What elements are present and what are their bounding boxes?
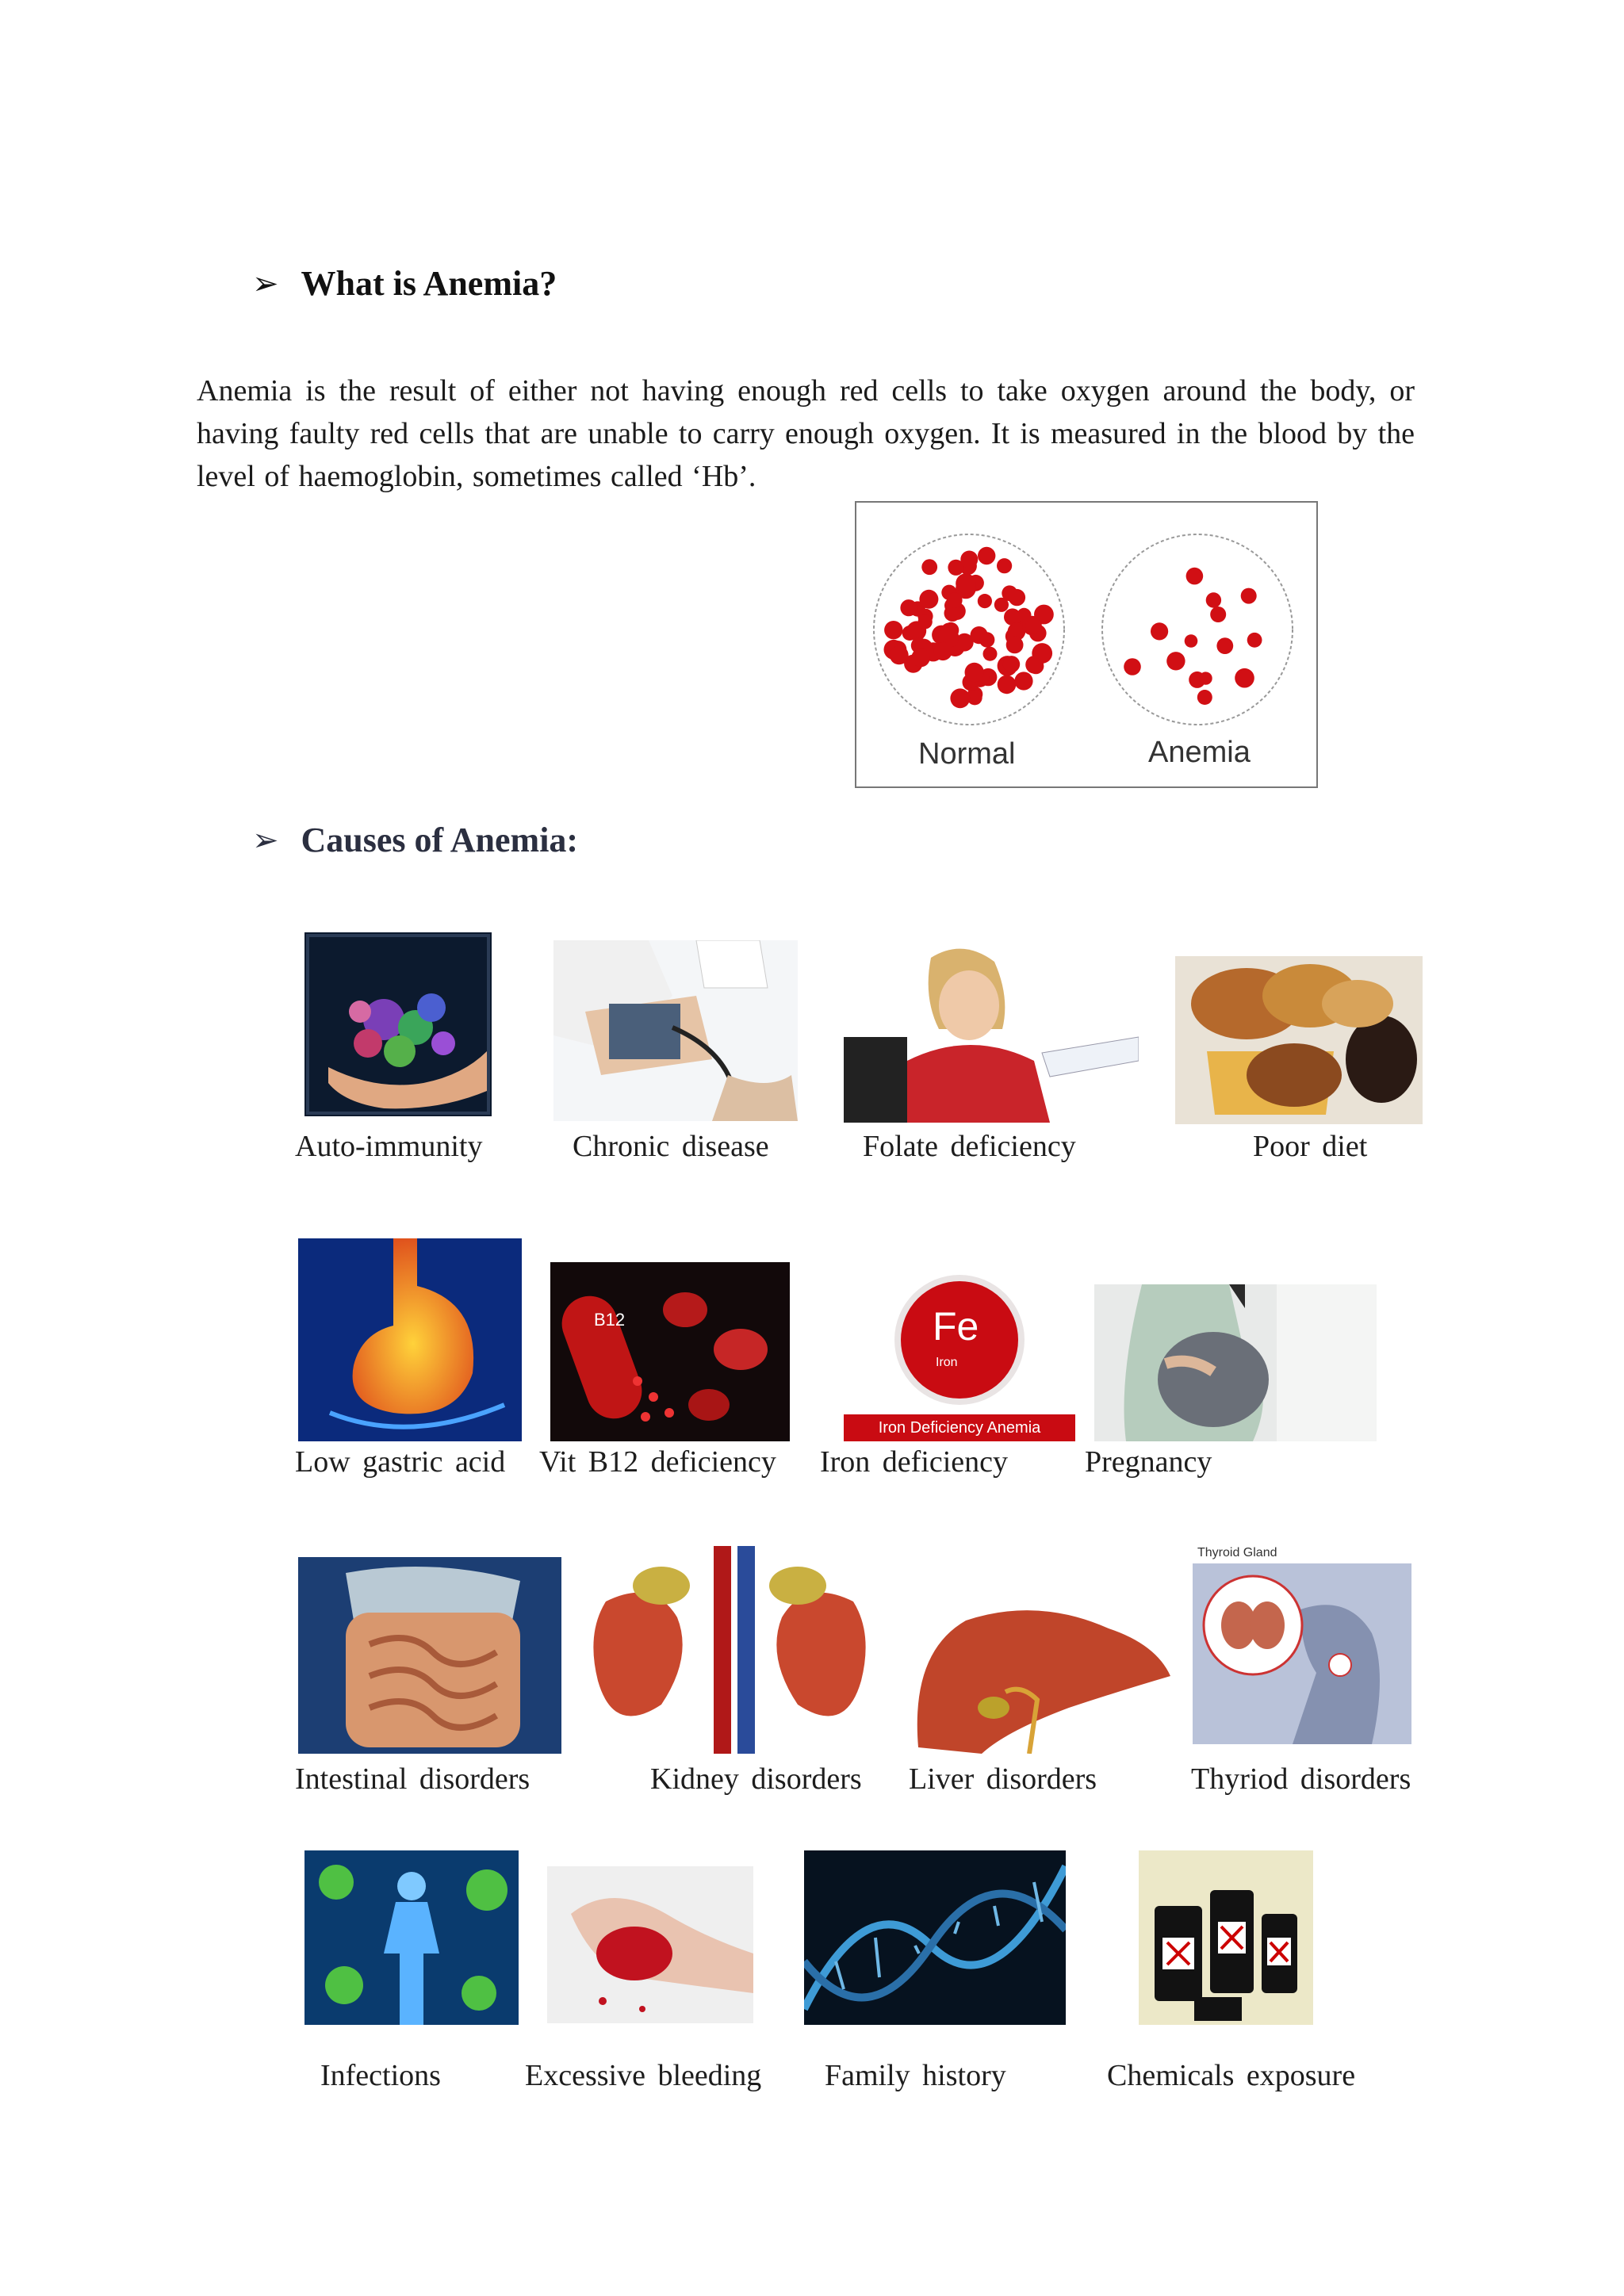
cause-caption: Liver disorders [909,1762,1097,1796]
cause-caption: Thyriod disorders [1191,1762,1411,1796]
cause-caption: Poor diet [1253,1130,1368,1163]
red-blood-cell [978,594,992,608]
cause-caption: Vit B12 deficiency [539,1445,776,1479]
red-blood-cell [983,647,998,661]
arrow-bullet-icon: ➢ [252,822,279,858]
dna-helix-image [804,1850,1066,2025]
pregnant-woman-image [1094,1284,1377,1441]
fast-food-image [1175,956,1423,1124]
arrow-bullet-icon: ➢ [252,266,279,301]
cause-caption: Low gastric acid [295,1445,506,1479]
cause-caption: Iron deficiency [820,1445,1009,1479]
red-blood-cell [921,559,937,575]
section-title: Causes of Anemia: [301,821,579,859]
red-blood-cell [978,547,995,564]
red-blood-cell [997,558,1012,573]
bleeding-hand-image [547,1866,753,2023]
red-blood-cell [890,646,909,665]
anemia-label: Anemia [1148,736,1251,769]
cells-in-hand-image [304,932,492,1116]
red-blood-cell [947,592,963,608]
red-blood-cell [918,614,933,629]
red-blood-cell [884,621,902,639]
red-blood-cell [956,573,975,593]
red-blood-cell [1197,690,1212,705]
blood-pressure-image [553,940,798,1121]
cause-caption: Folate deficiency [863,1130,1076,1163]
red-blood-cell [1014,672,1032,690]
red-blood-cell [1166,652,1185,670]
iron-element-image [844,1262,1075,1441]
red-blood-cell [1028,658,1044,674]
image-inset-caption: Thyroid Gland [1197,1546,1277,1559]
section-title: What is Anemia? [301,264,557,303]
svg-text:B12: B12 [594,1310,626,1330]
red-blood-cell [994,598,1009,612]
intestines-image [298,1557,561,1754]
red-blood-cell [1235,668,1254,688]
virus-body-image [304,1850,519,2025]
red-blood-cell [900,599,917,616]
cause-caption: Auto-immunity [295,1130,483,1163]
cause-caption: Chemicals exposure [1107,2059,1356,2092]
red-blood-cell [1210,607,1226,622]
red-blood-cell [1009,589,1025,606]
kidneys-image [574,1546,885,1754]
chemical-bottles-image [1139,1850,1313,2025]
red-blood-cell [979,632,994,647]
cause-caption: Chronic disease [573,1130,769,1163]
red-blood-cell [1017,608,1031,622]
cause-caption: Kidney disorders [650,1762,862,1796]
red-blood-cell [1006,637,1024,654]
cause-caption: Infections [320,2059,441,2092]
cause-caption: Pregnancy [1085,1445,1212,1479]
red-blood-cell [1151,622,1168,640]
red-blood-cell [1185,634,1198,648]
thyroid-image [1189,1546,1415,1747]
normal-label: Normal [918,737,1016,771]
red-blood-cell [998,675,1017,695]
red-blood-cell [919,590,938,609]
element-name: Iron [936,1356,958,1369]
red-blood-cell [1199,672,1212,684]
cause-caption: Excessive bleeding [525,2059,762,2092]
red-blood-cell [1206,592,1221,607]
red-blood-cell [960,551,978,568]
red-blood-cell [911,649,930,668]
red-blood-cell [1003,656,1020,672]
intro-paragraph: Anemia is the result of either not having enough red cells to take oxygen around the body, or having faulty red cells that are unable to carry enough oxygen. It is measured in the blood by the level of haemoglobin, sometimes called ‘Hb’. [197,374,1415,493]
stomach-image [298,1238,522,1441]
normal-vs-anemia-figure [855,501,1318,788]
red-blood-cell [1216,637,1233,654]
tired-woman-image [844,942,1139,1123]
section-heading-what-is-anemia [252,263,557,304]
red-blood-cell [934,642,952,660]
image-caption-banner: Iron Deficiency Anemia [844,1414,1075,1441]
red-blood-cell [1124,658,1141,675]
liver-image [910,1589,1172,1754]
element-symbol: Fe [933,1304,979,1349]
red-blood-cell [1186,568,1204,585]
section-heading-causes [252,820,578,860]
red-blood-cell [1241,588,1257,604]
cause-caption: Family history [825,2059,1006,2092]
cause-caption: Intestinal disorders [295,1762,530,1796]
red-blood-cell [1247,633,1262,648]
red-blood-cell [950,688,970,708]
red-blood-cell [965,663,984,682]
b12-capsule-image [550,1262,790,1441]
